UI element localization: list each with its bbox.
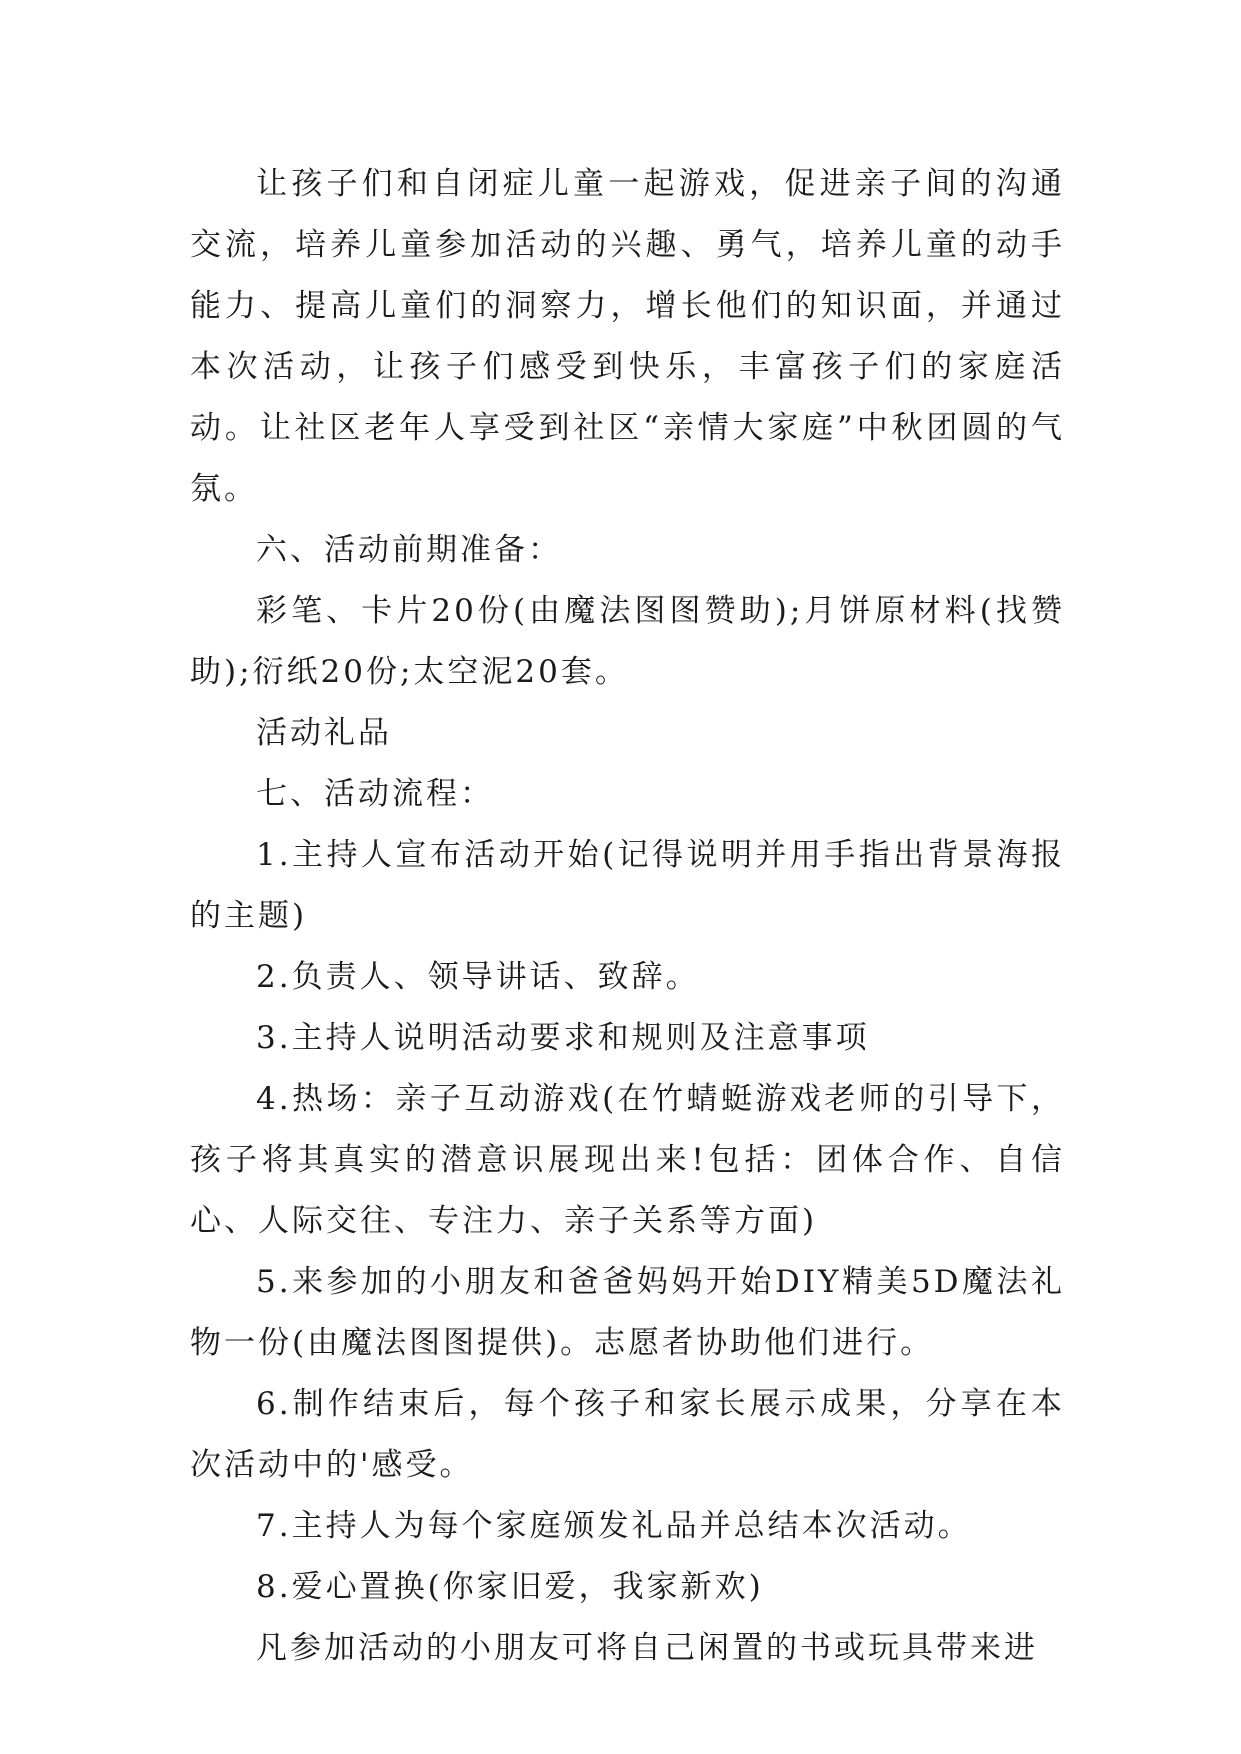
paragraph-activity-goals: 让孩子们和自闭症儿童一起游戏，促进亲子间的沟通交流，培养儿童参加活动的兴趣、勇气，培养儿童的动手能力、提高儿童们的洞察力，增长他们的知识面，并通过本次活动，让孩子们感受到快乐，丰富孩子们的家庭活动。让社区老年人享受到社区“亲情大家庭”中秋团圆的气氛。 xyxy=(190,166,1065,507)
process-step-4: 4.热场：亲子互动游戏(在竹蜻蜓游戏老师的引导下，孩子将其真实的潜意识展现出来!包括：团体合作、自信心、人际交往、专注力、亲子关系等方面) xyxy=(190,1081,1065,1239)
paragraph-gifts: 活动礼品 xyxy=(256,715,392,751)
process-step-2: 2.负责人、领导讲话、致辞。 xyxy=(256,959,700,995)
document-body xyxy=(190,154,1065,1679)
heading-process: 七、活动流程： xyxy=(256,776,494,812)
heading-preparation: 六、活动前期准备： xyxy=(256,532,562,568)
paragraph-exchange-note: 凡参加活动的小朋友可将自己闲置的书或玩具带来进 xyxy=(256,1630,1038,1666)
process-step-1: 1.主持人宣布活动开始(记得说明并用手指出背景海报的主题) xyxy=(190,837,1065,934)
process-step-6: 6.制作结束后，每个孩子和家长展示成果，分享在本次活动中的'感受。 xyxy=(190,1386,1065,1483)
process-step-5: 5.来参加的小朋友和爸爸妈妈开始DIY精美5D魔法礼物一份(由魔法图图提供)。志愿者协助他们进行。 xyxy=(190,1264,1065,1361)
process-step-3: 3.主持人说明活动要求和规则及注意事项 xyxy=(256,1020,870,1056)
process-step-7: 7.主持人为每个家庭颁发礼品并总结本次活动。 xyxy=(256,1508,972,1544)
paragraph-materials: 彩笔、卡片20份(由魔法图图赞助);月饼原材料(找赞助);衍纸20份;太空泥20套。 xyxy=(190,593,1065,690)
process-step-8: 8.爱心置换(你家旧爱，我家新欢) xyxy=(256,1569,764,1605)
